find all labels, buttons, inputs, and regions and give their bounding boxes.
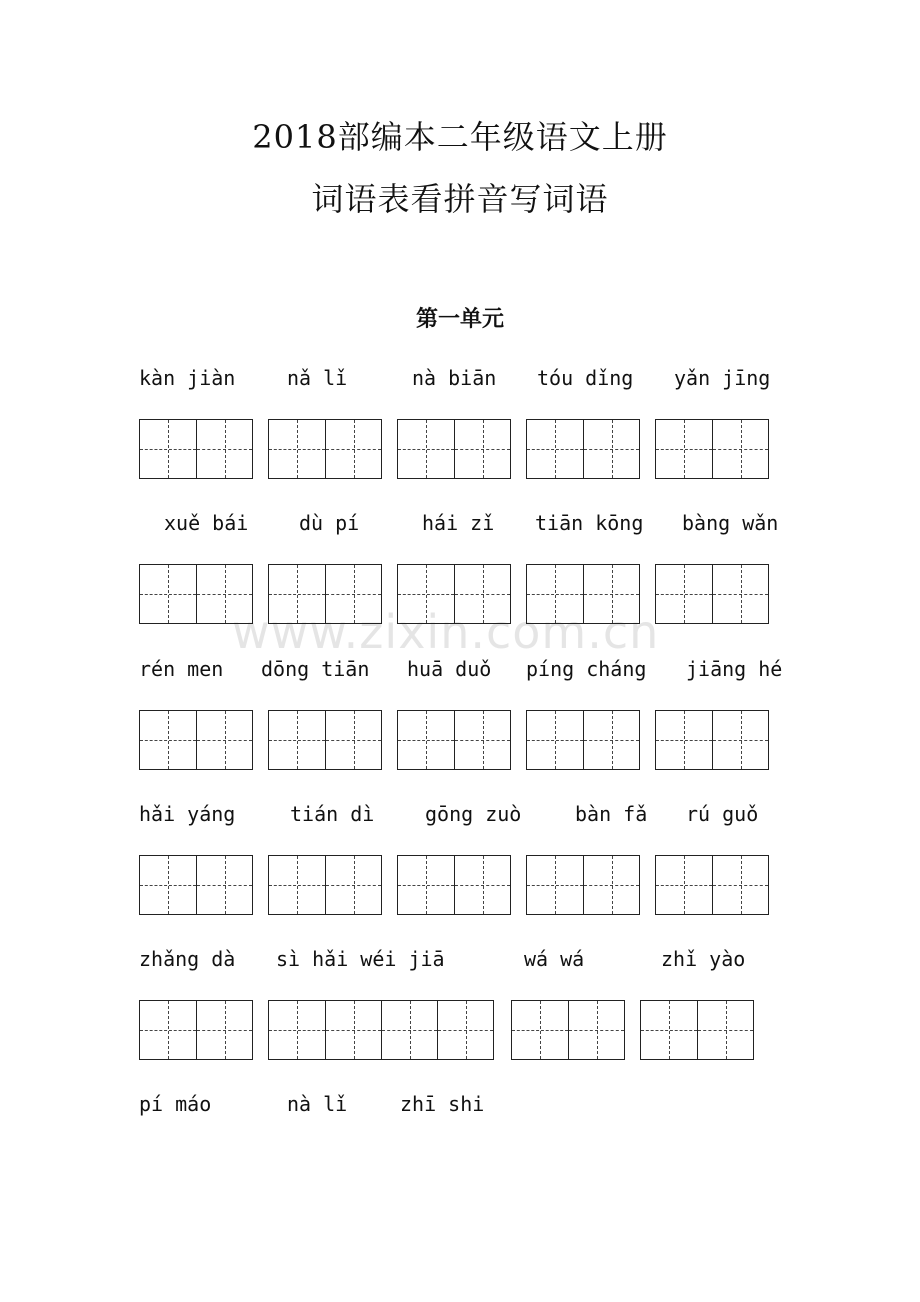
pinyin-label: xuě bái xyxy=(164,511,249,535)
writing-box[interactable] xyxy=(268,419,382,479)
writing-box[interactable] xyxy=(397,564,511,624)
pinyin-label: tiān kōng xyxy=(535,511,644,535)
pinyin-label: yǎn jīng xyxy=(674,366,771,390)
pinyin-label: nà lǐ xyxy=(287,1092,348,1116)
pinyin-label: rú guǒ xyxy=(686,802,759,826)
writing-box[interactable] xyxy=(655,855,769,915)
pinyin-label: tián dì xyxy=(290,802,375,826)
pinyin-label: zhī shi xyxy=(400,1092,485,1116)
pinyin-label: dōng tiān xyxy=(261,657,370,681)
writing-box[interactable] xyxy=(139,1000,253,1060)
pinyin-label: hǎi yáng xyxy=(139,802,236,826)
document-title: 2018部编本二年级语文上册 xyxy=(252,118,668,156)
pinyin-label: zhǎng dà xyxy=(139,947,236,971)
writing-box[interactable] xyxy=(397,419,511,479)
writing-box[interactable] xyxy=(397,855,511,915)
writing-box[interactable] xyxy=(139,564,253,624)
pinyin-label: kàn jiàn xyxy=(139,366,236,390)
document-subtitle: 词语表看拼音写词语 xyxy=(311,180,609,218)
pinyin-label: bàng wǎn xyxy=(682,511,779,535)
pinyin-label: huā duǒ xyxy=(407,657,492,681)
writing-box[interactable] xyxy=(655,419,769,479)
writing-box[interactable] xyxy=(655,564,769,624)
writing-box[interactable] xyxy=(268,710,382,770)
writing-box[interactable] xyxy=(268,564,382,624)
writing-box[interactable] xyxy=(640,1000,754,1060)
section-title: 第一单元 xyxy=(415,307,504,332)
pinyin-label: rén men xyxy=(139,657,224,681)
pinyin-label: nǎ lǐ xyxy=(287,366,348,390)
writing-box[interactable] xyxy=(526,419,640,479)
pinyin-label: gōng zuò xyxy=(425,802,522,826)
watermark: www.zixin.com.cn xyxy=(232,605,660,659)
writing-box[interactable] xyxy=(526,855,640,915)
writing-box[interactable] xyxy=(139,855,253,915)
writing-box[interactable] xyxy=(268,855,382,915)
writing-box[interactable] xyxy=(511,1000,625,1060)
writing-box[interactable] xyxy=(139,419,253,479)
pinyin-label: zhǐ yào xyxy=(661,947,746,971)
pinyin-label: bàn fǎ xyxy=(575,802,648,826)
pinyin-label: pí máo xyxy=(139,1092,212,1116)
writing-box[interactable] xyxy=(139,710,253,770)
writing-box[interactable] xyxy=(397,710,511,770)
writing-box[interactable] xyxy=(526,710,640,770)
pinyin-label: wá wá xyxy=(524,947,585,971)
pinyin-label: tóu dǐng xyxy=(537,366,634,390)
pinyin-label: píng cháng xyxy=(526,657,647,681)
writing-box-four-char[interactable] xyxy=(268,1000,494,1060)
pinyin-label: sì hǎi wéi jiā xyxy=(276,947,445,971)
pinyin-label: jiāng hé xyxy=(686,657,783,681)
pinyin-label: dù pí xyxy=(299,511,360,535)
writing-box[interactable] xyxy=(655,710,769,770)
writing-box[interactable] xyxy=(526,564,640,624)
pinyin-label: hái zǐ xyxy=(422,511,495,535)
pinyin-label: nà biān xyxy=(412,366,497,390)
